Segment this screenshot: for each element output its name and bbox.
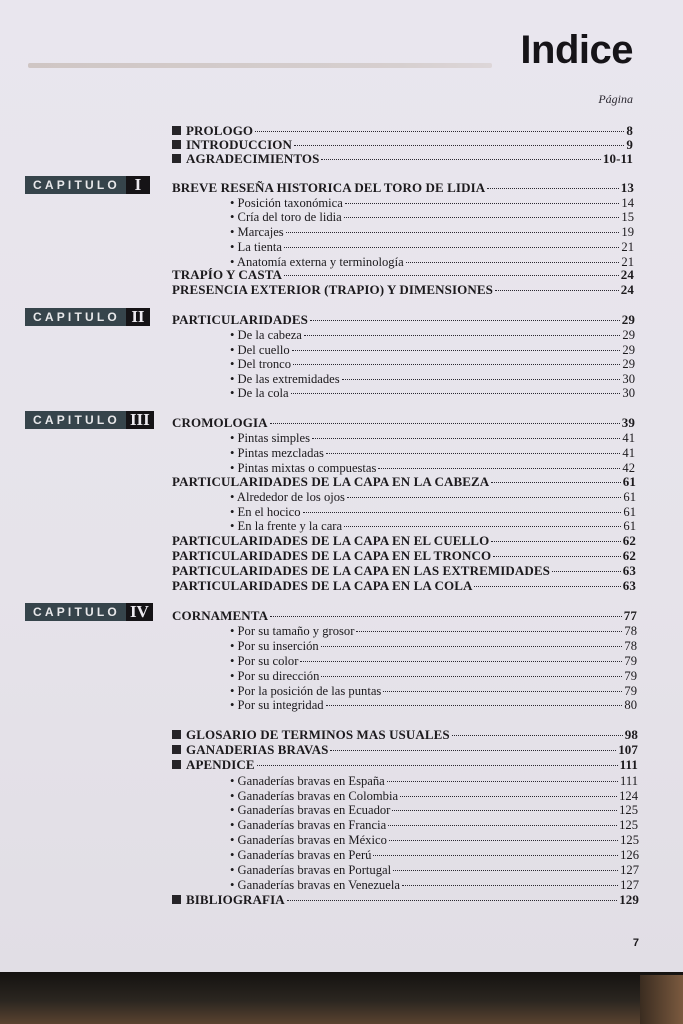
toc-entry-label: • Alrededor de los ojos [230,490,345,504]
toc-entry-label: • De las extremidades [230,372,340,386]
toc-entry [230,196,634,210]
toc-entry [230,624,637,638]
toc-entry-label: PARTICULARIDADES [172,312,308,327]
dot-leader [287,900,617,901]
toc-entry-label: • De la cabeza [230,328,302,342]
toc-entry [230,225,634,239]
toc-entry-page: 41 [622,431,635,445]
toc-entry-page: 125 [619,818,638,832]
toc-entry-label: CROMOLOGIA [172,415,268,430]
toc-entry-label: • Pintas mezcladas [230,446,324,460]
dot-leader [491,541,621,542]
dot-leader [495,290,619,291]
dot-leader [293,364,620,365]
toc-entry-label: BREVE RESEÑA HISTORICA DEL TORO DE LIDIA [172,180,486,195]
toc-entry-page: 61 [623,490,636,504]
toc-entry [172,416,635,430]
toc-entry [230,490,636,504]
dot-leader [552,571,621,572]
dot-leader [286,232,620,233]
dot-leader [300,661,622,662]
dot-leader [402,885,618,886]
dot-leader [345,203,620,204]
toc-entry-page: 125 [620,833,639,847]
toc-entry-label: • Pintas simples [230,431,310,445]
dot-leader [373,855,618,856]
toc-entry-label: PROLOGO [186,123,254,138]
toc-entry [172,579,636,593]
toc-entry-label: AGRADECIMIENTOS [186,151,320,166]
title-rule [28,63,492,68]
chapter-numeral: III [126,411,154,429]
dot-leader [344,526,621,527]
dot-leader [321,676,622,677]
toc-entry-page: 29 [622,343,635,357]
toc-entry [230,833,639,847]
chapter-word: CAPITULO [25,603,126,621]
chapter-numeral: IV [126,603,153,621]
dot-leader [452,735,623,736]
toc-entry-page: 13 [620,180,634,195]
toc-entry-page: 78 [624,639,637,653]
toc-entry-label: • Ganaderías bravas en Venezuela [230,878,400,892]
toc-entry-label: • La tienta [230,240,282,254]
toc-entry [230,774,638,788]
toc-entry [230,669,637,683]
toc-entry [172,268,634,282]
dot-leader [270,423,620,424]
toc-entry-page: 98 [624,727,638,742]
toc-entry-page: 61 [623,519,636,533]
dot-leader [257,765,618,766]
toc-entry-page: 125 [619,803,638,817]
toc-entry-page: 29 [622,328,635,342]
toc-entry-label: • Por su dirección [230,669,320,683]
toc-entry-page: 77 [623,608,637,623]
dot-leader [344,217,620,218]
toc-entry-page: 79 [624,669,637,683]
toc-entry-page: 10-11 [602,151,633,166]
square-bullet-icon [172,895,181,904]
toc-entry-label: • Del tronco [230,357,292,371]
toc-entry-label: • De la cola [230,386,289,400]
square-bullet-icon [172,745,181,754]
toc-entry-page: 111 [620,774,638,788]
toc-entry-page: 61 [623,505,636,519]
toc-entry-page: 127 [620,863,639,877]
toc-entry-label: PARTICULARIDADES DE LA CAPA EN EL TRONCO [172,548,492,563]
chapter-label [25,603,153,621]
toc-entry-label: APENDICE [186,757,255,772]
toc-entry-label: • Del cuello [230,343,290,357]
page-number: 7 [632,937,639,949]
dot-leader [493,556,621,557]
dot-leader [474,586,620,587]
toc-entry-label: PARTICULARIDADES DE LA CAPA EN EL CUELLO [172,533,490,548]
toc-entry-page: 61 [622,474,636,489]
dot-leader [487,188,619,189]
chapter-label [25,411,154,429]
toc-entry-label: BIBLIOGRAFIA [186,892,285,907]
dot-leader [389,840,618,841]
toc-entry-label: • Ganaderías bravas en Colombia [230,789,399,803]
toc-entry-page: 39 [621,415,635,430]
dot-leader [310,320,620,321]
dot-leader [304,335,621,336]
toc-entry [172,549,636,563]
toc-entry [230,372,635,386]
toc-entry [230,255,634,269]
toc-entry-page: 24 [620,267,634,282]
toc-entry-label: • Ganaderías bravas en España [230,774,385,788]
toc-entry [230,519,636,533]
dot-leader [387,781,618,782]
toc-entry [230,878,639,892]
chapter-numeral: I [126,176,150,194]
toc-entry-label: PARTICULARIDADES DE LA CAPA EN LA COLA [172,578,473,593]
toc-entry-label: • Posición taxonómica [230,196,343,210]
toc-entry-label: • Ganaderías bravas en Ecuador [230,803,391,817]
toc-entry [230,431,635,445]
dot-leader [326,453,620,454]
toc-entry-label: • Por la posición de las puntas [230,684,382,698]
toc-entry-page: 62 [622,548,636,563]
page-column-label: Página [598,92,633,106]
toc-entry [230,863,639,877]
toc-entry-label: • Ganaderías bravas en México [230,833,387,847]
toc-entry-label: • Ganaderías bravas en Perú [230,848,372,862]
toc-entry-page: 41 [622,446,635,460]
toc-entry-label: • Anatomía externa y terminología [230,255,404,269]
toc-entry-label: • Cría del toro de lidia [230,210,342,224]
toc-entry [172,181,634,195]
toc-entry-page: 14 [621,196,634,210]
toc-entry [172,283,634,297]
dot-leader [321,159,600,160]
chapter-word: CAPITULO [25,411,126,429]
dot-leader [383,691,622,692]
dot-leader [270,616,622,617]
dot-leader [378,468,620,469]
dot-leader [400,796,617,797]
toc-entry [172,609,637,623]
toc-entry [230,848,639,862]
toc-entry [230,818,638,832]
dot-leader [388,825,617,826]
toc-entry [172,534,636,548]
toc-entry-label: INTRODUCCION [186,137,292,152]
toc-entry-page: 126 [620,848,639,862]
square-bullet-icon [172,140,181,149]
dot-leader [291,393,621,394]
toc-entry-label: GANADERIAS BRAVAS [186,742,329,757]
dot-leader [393,870,618,871]
chapter-word: CAPITULO [25,176,126,194]
toc-entry-label: • Ganaderías bravas en Portugal [230,863,392,877]
toc-entry [172,313,635,327]
dot-leader [292,350,621,351]
toc-entry-label: • Pintas mixtas o compuestas [230,461,377,475]
toc-entry [172,475,636,489]
dot-leader [356,631,622,632]
toc-entry-label: • En la frente y la cara [230,519,343,533]
toc-entry [172,743,638,757]
dot-leader [491,482,621,483]
toc-entry-page: 21 [621,255,634,269]
dot-leader [303,512,622,513]
toc-entry-label: • Por su color [230,654,299,668]
toc-entry-label: TRAPÍO Y CASTA [172,267,282,282]
toc-entry-page: 24 [620,282,634,297]
toc-entry-page: 78 [624,624,637,638]
toc-entry-label: • En el hocico [230,505,301,519]
toc-entry [230,505,636,519]
toc-entry-label: • Marcajes [230,225,284,239]
toc-entry [230,684,637,698]
table-surface [640,975,683,1024]
toc-entry [172,124,633,138]
dot-leader [342,379,621,380]
dot-leader [321,646,623,647]
toc-entry [230,210,634,224]
toc-entry-page: 30 [622,372,635,386]
toc-entry-page: 19 [621,225,634,239]
chapter-label [25,176,150,194]
toc-entry-page: 63 [622,578,636,593]
page-shadow [0,972,683,1024]
toc-entry-label: CORNAMENTA [172,608,269,623]
toc-entry [230,698,637,712]
dot-leader [294,145,624,146]
toc-entry [230,240,634,254]
toc-entry-page: 21 [621,240,634,254]
toc-entry-label: • Por su inserción [230,639,319,653]
square-bullet-icon [172,760,181,769]
toc-entry [230,789,638,803]
dot-leader [326,705,623,706]
chapter-label [25,308,150,326]
toc-entry [172,564,636,578]
toc-entry-page: 107 [618,742,638,757]
toc-entry [230,328,635,342]
toc-entry-label: PARTICULARIDADES DE LA CAPA EN LAS EXTREMIDADES [172,563,550,578]
toc-entry [230,654,637,668]
dot-leader [347,497,621,498]
toc-entry-page: 129 [619,892,639,907]
page-title: Indice [520,28,633,72]
dot-leader [255,131,624,132]
toc-entry [230,803,638,817]
toc-entry-page: 29 [621,312,635,327]
toc-entry [230,639,637,653]
toc-entry-label: • Ganaderías bravas en Francia [230,818,387,832]
square-bullet-icon [172,154,181,163]
toc-entry [172,152,633,166]
toc-entry-page: 127 [620,878,639,892]
toc-entry-label: • Por su tamaño y grosor [230,624,355,638]
toc-entry-page: 15 [621,210,634,224]
toc-entry-page: 80 [624,698,637,712]
toc-entry [172,758,638,772]
toc-entry-page: 124 [619,789,638,803]
toc-entry [230,343,635,357]
toc-entry [172,138,633,152]
toc-entry [230,386,635,400]
toc-entry-page: 42 [622,461,635,475]
toc-entry [230,446,635,460]
toc-entry-page: 79 [624,684,637,698]
chapter-word: CAPITULO [25,308,126,326]
toc-entry-label: PRESENCIA EXTERIOR (TRAPIO) Y DIMENSIONES [172,282,493,297]
toc-entry-page: 8 [626,123,633,138]
toc-entry-page: 111 [619,757,638,772]
toc-entry-page: 9 [626,137,633,152]
dot-leader [284,275,619,276]
dot-leader [392,810,617,811]
toc-entry-page: 63 [622,563,636,578]
toc-entry-page: 29 [622,357,635,371]
dot-leader [406,262,620,263]
dot-leader [330,750,616,751]
toc-entry-label: PARTICULARIDADES DE LA CAPA EN LA CABEZA [172,474,490,489]
dot-leader [312,438,620,439]
toc-entry [230,357,635,371]
chapter-numeral: II [126,308,150,326]
toc-entry-page: 62 [622,533,636,548]
toc-entry-label: • Por su integridad [230,698,324,712]
toc-entry-page: 79 [624,654,637,668]
toc-entry [230,461,635,475]
toc-entry [172,728,638,742]
dot-leader [284,247,619,248]
square-bullet-icon [172,730,181,739]
toc-entry-label: GLOSARIO DE TERMINOS MAS USUALES [186,727,450,742]
square-bullet-icon [172,126,181,135]
toc-entry-page: 30 [622,386,635,400]
toc-entry [172,893,639,907]
